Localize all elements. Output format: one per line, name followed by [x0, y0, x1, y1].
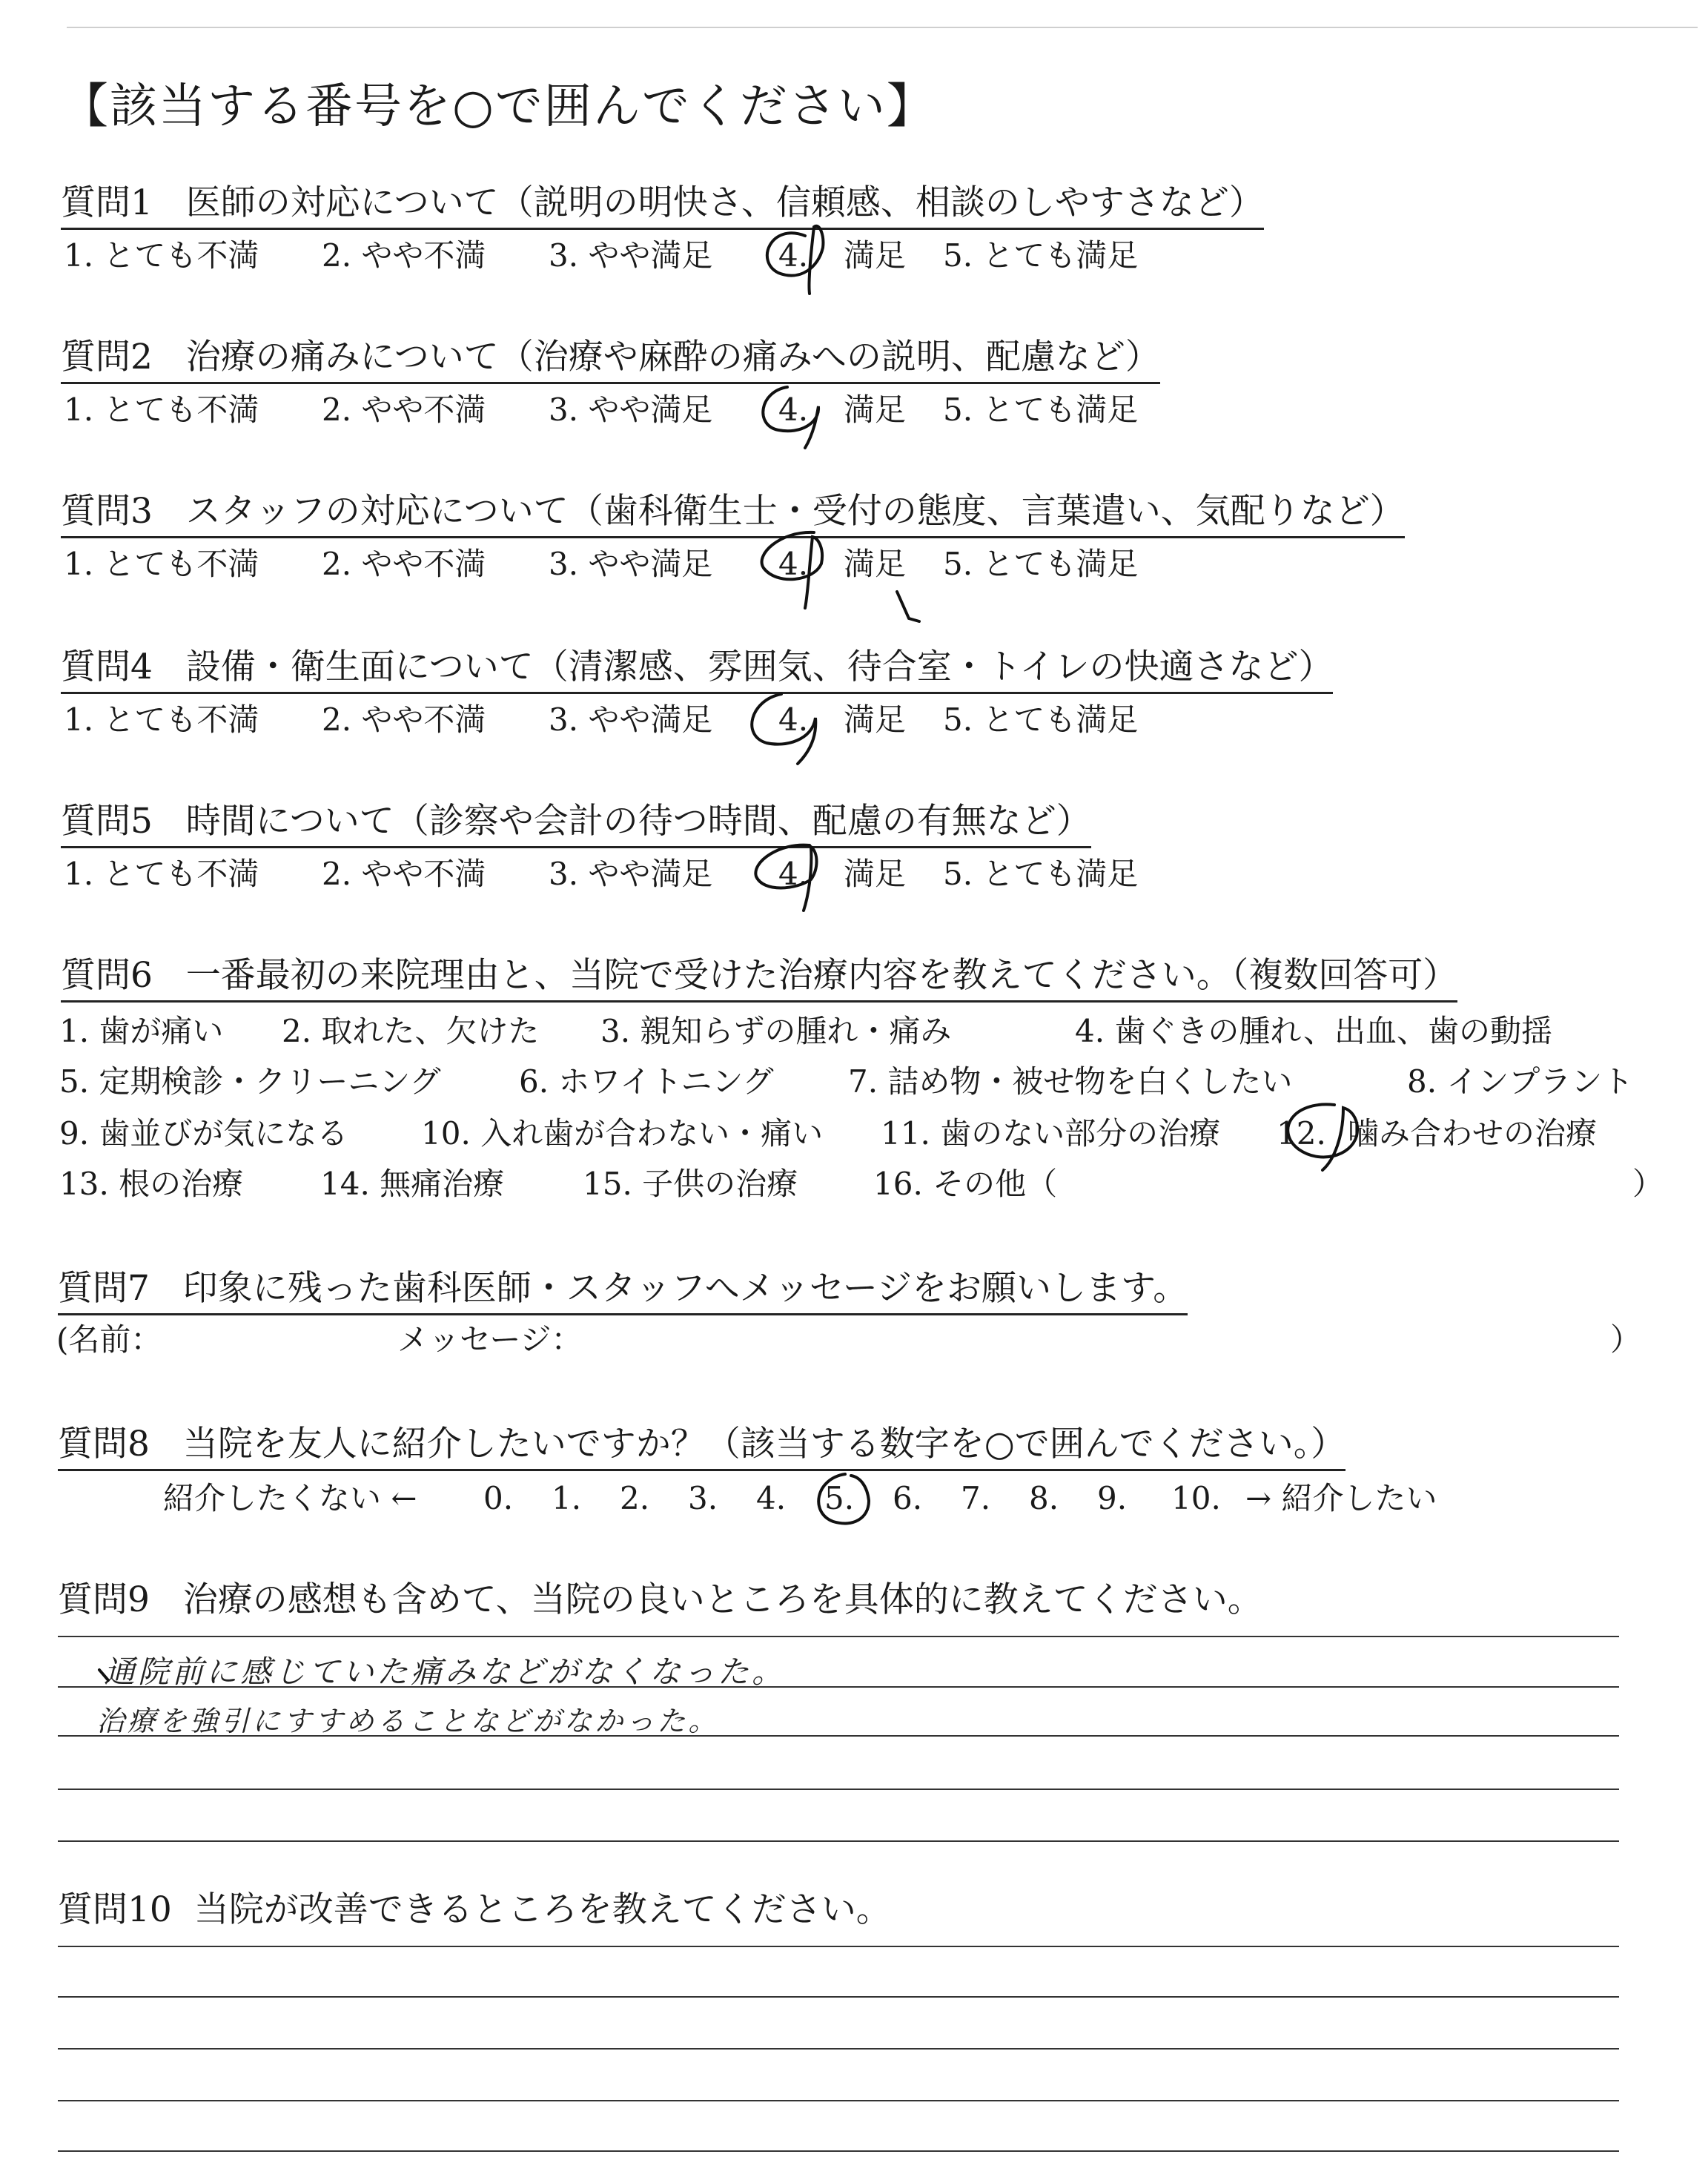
q8-option-4[interactable]: 4.: [756, 1480, 787, 1516]
q5-option-1[interactable]: 1. とても不満: [64, 856, 259, 892]
q6-option-8[interactable]: 8. インプラント: [1407, 1063, 1634, 1100]
question-9-text: 治療の感想も含めて、当院の良いところを具体的に教えてください。: [182, 1579, 1262, 1620]
q5-option-4-label: 満足: [844, 856, 907, 892]
question-3-label: 質問3: [61, 491, 153, 532]
q4-option-3[interactable]: 3. やや満足: [549, 701, 713, 738]
page-title: 【該当する番号を○で囲んでください】: [61, 79, 936, 134]
q4-option-4[interactable]: 4.: [778, 701, 809, 738]
q8-option-2[interactable]: 2.: [620, 1480, 650, 1516]
question-8-text: 当院を友人に紹介したいですか？（該当する数字を○で囲んでください。）: [182, 1424, 1346, 1464]
question-6-heading: [61, 948, 1457, 1003]
q2-option-5[interactable]: 5. とても満足: [943, 392, 1139, 428]
answer-line: [58, 1840, 1619, 1842]
answer-line: [58, 2150, 1619, 2152]
question-6-row-2: [59, 1057, 1633, 1102]
q6-option-12-label: 噛み合わせの治療: [1348, 1115, 1598, 1152]
q6-option-13[interactable]: 13. 根の治療: [59, 1166, 244, 1202]
q4-option-1[interactable]: 1. とても不満: [64, 701, 259, 738]
question-5-options: [64, 850, 1138, 894]
q9-answer-line-1[interactable]: 通院前に感じていた痛みなどがなくなった。: [104, 1654, 787, 1690]
q6-option-2[interactable]: 2. 取れた、欠けた: [282, 1013, 540, 1049]
question-2-text: 治療の痛みについて（治療や麻酔の痛みへの説明、配慮など）: [185, 337, 1160, 377]
q8-left-label: 紹介したくない ←: [163, 1480, 417, 1516]
q8-right-label: → 紹介したい: [1245, 1480, 1437, 1516]
q9-answer-line-2[interactable]: 治療を強引にすすめることなどがなかった。: [96, 1705, 720, 1737]
q6-option-6[interactable]: 6. ホワイトニング: [519, 1063, 774, 1100]
q3-option-5[interactable]: 5. とても満足: [943, 546, 1139, 582]
q2-option-2[interactable]: 2. やや不満: [322, 392, 486, 428]
question-4-heading: [61, 639, 1333, 694]
question-1-text: 医師の対応について（説明の明快さ、信頼感、相談のしやすさなど）: [185, 182, 1264, 223]
q1-option-4-label: 満足: [844, 237, 907, 274]
q1-option-3[interactable]: 3. やや満足: [549, 237, 713, 274]
q8-option-8[interactable]: 8.: [1029, 1480, 1059, 1516]
q5-option-5[interactable]: 5. とても満足: [943, 856, 1139, 892]
question-9-label: 質問9: [58, 1579, 150, 1620]
q5-option-2[interactable]: 2. やや不満: [322, 856, 486, 892]
q1-option-2[interactable]: 2. やや不満: [322, 237, 486, 274]
question-1-heading: [61, 175, 1264, 230]
q6-option-12[interactable]: 12.: [1277, 1115, 1326, 1152]
q4-option-2[interactable]: 2. やや不満: [322, 701, 486, 738]
q3-option-1[interactable]: 1. とても不満: [64, 546, 259, 582]
q8-option-0[interactable]: 0.: [483, 1480, 514, 1516]
question-4-label: 質問4: [61, 647, 153, 687]
answer-line: [58, 2100, 1619, 2101]
q8-option-9[interactable]: 9.: [1097, 1480, 1128, 1516]
q8-option-10[interactable]: 10.: [1171, 1480, 1221, 1516]
q8-option-1[interactable]: 1.: [552, 1480, 582, 1516]
question-2-label: 質問2: [61, 337, 153, 377]
question-8-label: 質問8: [58, 1424, 150, 1464]
q6-option-9[interactable]: 9. 歯並びが気になる: [59, 1115, 348, 1152]
question-7-text: 印象に残った歯科医師・スタッフへメッセージをお願いします。: [182, 1268, 1188, 1309]
q1-option-1[interactable]: 1. とても不満: [64, 237, 259, 274]
question-7-heading: [58, 1261, 1188, 1315]
q4-option-4-label: 満足: [844, 701, 907, 738]
question-2-heading: [61, 329, 1160, 384]
question-5-label: 質問5: [61, 801, 153, 842]
q6-option-4[interactable]: 4. 歯ぐきの腫れ、出血、歯の動揺: [1075, 1013, 1552, 1049]
question-10-heading: [58, 1882, 891, 1935]
question-10-text: 当院が改善できるところを教えてください。: [193, 1889, 891, 1930]
q3-stray-stroke: [897, 592, 919, 621]
q6-option-14[interactable]: 14. 無痛治療: [320, 1166, 505, 1202]
question-3-heading: [61, 483, 1405, 538]
q6-option-5[interactable]: 5. 定期検診・クリーニング: [59, 1063, 441, 1100]
question-6-text: 一番最初の来院理由と、当院で受けた治療内容を教えてください。（複数回答可）: [185, 955, 1458, 996]
question-9-heading: [58, 1572, 1262, 1625]
q4-option-5[interactable]: 5. とても満足: [943, 701, 1139, 738]
q6-option-1[interactable]: 1. 歯が痛い: [59, 1013, 224, 1049]
q6-option-7[interactable]: 7. 詰め物・被せ物を白くしたい: [848, 1063, 1293, 1100]
question-1-options: [64, 231, 1138, 276]
q5-option-4[interactable]: 4.: [778, 856, 809, 892]
q6-option-15[interactable]: 15. 子供の治療: [583, 1166, 798, 1202]
q6-other-close: ）: [1632, 1166, 1664, 1202]
q8-option-7[interactable]: 7.: [961, 1480, 991, 1516]
q7-message-label[interactable]: メッセージ：: [397, 1321, 583, 1358]
answer-line: [58, 2048, 1619, 2050]
question-5-text: 時間について（診察や会計の待つ時間、配慮の有無など）: [185, 801, 1091, 842]
question-6-row-1: [59, 1007, 1552, 1051]
top-border: [67, 27, 1698, 28]
question-3-text: スタッフの対応について（歯科衛生士・受付の態度、言葉遣い、気配りなど）: [185, 491, 1405, 532]
question-6-row-3: [59, 1109, 1597, 1154]
question-1-label: 質問1: [61, 182, 153, 223]
answer-line: [58, 1946, 1619, 1947]
q6-option-10[interactable]: 10. 入れ歯が合わない・痛い: [421, 1115, 824, 1152]
answer-line: [58, 1636, 1619, 1637]
q3-option-2[interactable]: 2. やや不満: [322, 546, 486, 582]
question-7-label: 質問7: [58, 1268, 150, 1309]
q6-option-16[interactable]: 16. その他（: [873, 1166, 1058, 1202]
q2-option-4[interactable]: 4.: [778, 392, 809, 428]
question-5-heading: [61, 793, 1091, 848]
q1-option-5[interactable]: 5. とても満足: [943, 237, 1139, 274]
question-2-options: [64, 386, 1138, 430]
question-4-text: 設備・衛生面について（清潔感、雰囲気、待合室・トイレの快適さなど）: [185, 647, 1334, 687]
q5-option-3[interactable]: 3. やや満足: [549, 856, 713, 892]
q3-option-4-label: 満足: [844, 546, 907, 582]
question-7-fields: [56, 1315, 1641, 1360]
question-6-label: 質問6: [61, 955, 153, 996]
q8-option-3[interactable]: 3.: [688, 1480, 718, 1516]
q7-name-label[interactable]: (名前：: [56, 1321, 162, 1358]
question-3-options: [64, 540, 1138, 584]
q8-option-5[interactable]: 5.: [824, 1480, 855, 1516]
q1-option-4[interactable]: 4.: [778, 237, 809, 274]
question-8-scale: [163, 1474, 1437, 1519]
q7-close: ）: [1610, 1321, 1642, 1358]
q2-option-4-label: 満足: [844, 392, 907, 428]
q2-option-1[interactable]: 1. とても不満: [64, 392, 259, 428]
answer-line: [58, 1996, 1619, 1998]
answer-line: [58, 1789, 1619, 1790]
question-8-heading: [58, 1416, 1345, 1471]
q2-option-3[interactable]: 3. やや満足: [549, 392, 713, 428]
q8-option-6[interactable]: 6.: [893, 1480, 923, 1516]
q3-option-4[interactable]: 4.: [778, 546, 809, 582]
question-6-row-4: [59, 1160, 1664, 1204]
question-4-options: [64, 696, 1138, 740]
q3-option-3[interactable]: 3. やや満足: [549, 546, 713, 582]
q6-option-11[interactable]: 11. 歯のない部分の治療: [881, 1115, 1221, 1152]
question-10-label: 質問10: [58, 1889, 172, 1930]
q6-option-3[interactable]: 3. 親知らずの腫れ・痛み: [600, 1013, 952, 1049]
